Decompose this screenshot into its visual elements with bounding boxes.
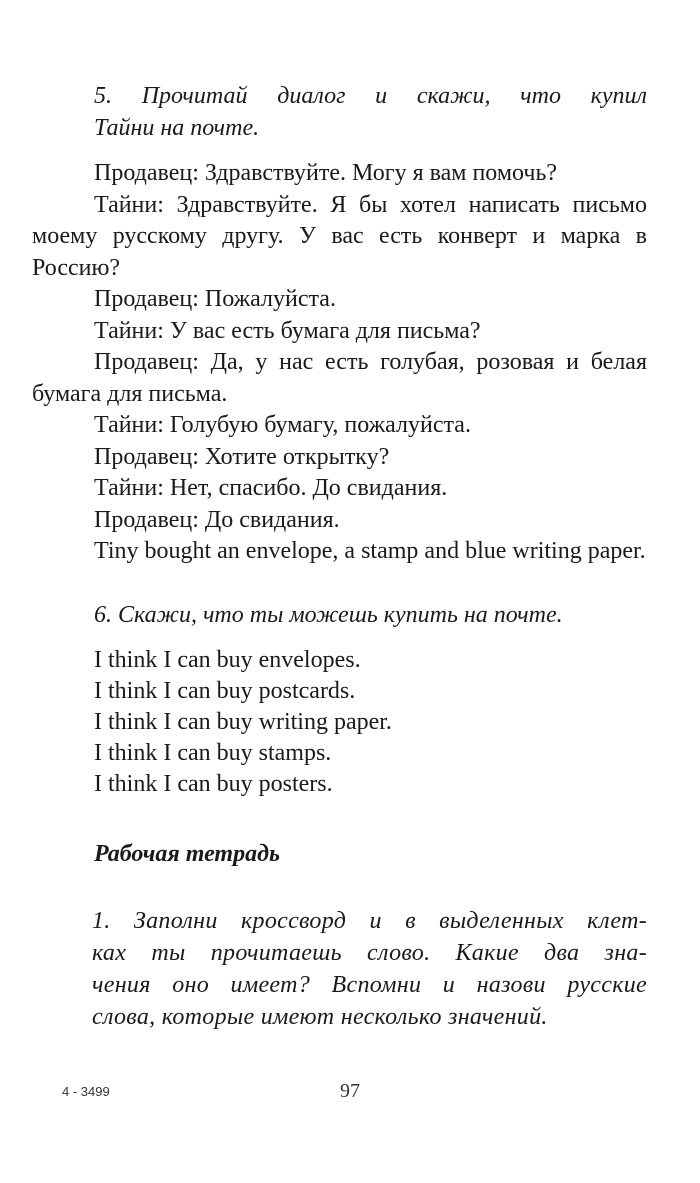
dialog-line: Продавец: Здравствуйте. Могу я вам помочь? <box>94 160 558 186</box>
task-5-heading <box>94 80 647 144</box>
dialog-line: Продавец: До свидания. <box>94 506 340 533</box>
answer-line: I think I can buy posters. <box>94 770 333 797</box>
task-6-heading: 6. Скажи, что ты можешь купить на почте. <box>94 601 563 628</box>
answer-line: I think I can buy envelopes. <box>94 646 361 673</box>
task-1-text <box>92 905 647 1033</box>
workbook-heading: Рабочая тетрадь <box>94 840 280 867</box>
task-1-line: ках ты прочитаешь слово. Какие два зна- <box>92 939 647 966</box>
page-number: 97 <box>340 1080 360 1102</box>
answer-line: I think I can buy postcards. <box>94 677 356 704</box>
answer-line: I think I can buy writing paper. <box>94 708 392 735</box>
dialog-answer: Tiny bought an envelope, a stamp and blue writing paper. <box>94 538 646 564</box>
print-code: 4 - 3499 <box>62 1084 110 1099</box>
dialog-line: Продавец: Да, у нас есть голубая, розовая и белая бумага для письма. <box>32 349 647 407</box>
task-6-answers <box>94 645 647 800</box>
task-1-line: 1. Заполни кроссворд и в выделенных клет- <box>92 907 647 934</box>
task-5-line-1: 5. Прочитай диалог и скажи, что купил <box>94 83 647 109</box>
dialog <box>32 158 647 568</box>
dialog-line: Продавец: Пожалуйста. <box>94 286 336 312</box>
task-1-line: чения оно имеет? Вспомни и назови русские <box>92 971 647 998</box>
dialog-line: Тайни: Здравствуйте. Я бы хотел написать письмо моему русскому другу. У вас есть конверт и марка в Россию? <box>32 191 647 281</box>
answer-line: I think I can buy stamps. <box>94 739 332 766</box>
page-content <box>32 80 647 1033</box>
task-1-line: слова, которые имеют несколько значений. <box>92 1003 548 1030</box>
dialog-line: Тайни: Голубую бумагу, пожалуйста. <box>94 412 471 438</box>
dialog-line: Продавец: Хотите открытку? <box>94 443 390 470</box>
dialog-line: Тайни: Нет, спасибо. До свидания. <box>94 475 448 501</box>
task-5-line-2: Тайни на почте. <box>94 115 260 141</box>
dialog-line: Тайни: У вас есть бумага для письма? <box>94 317 481 344</box>
